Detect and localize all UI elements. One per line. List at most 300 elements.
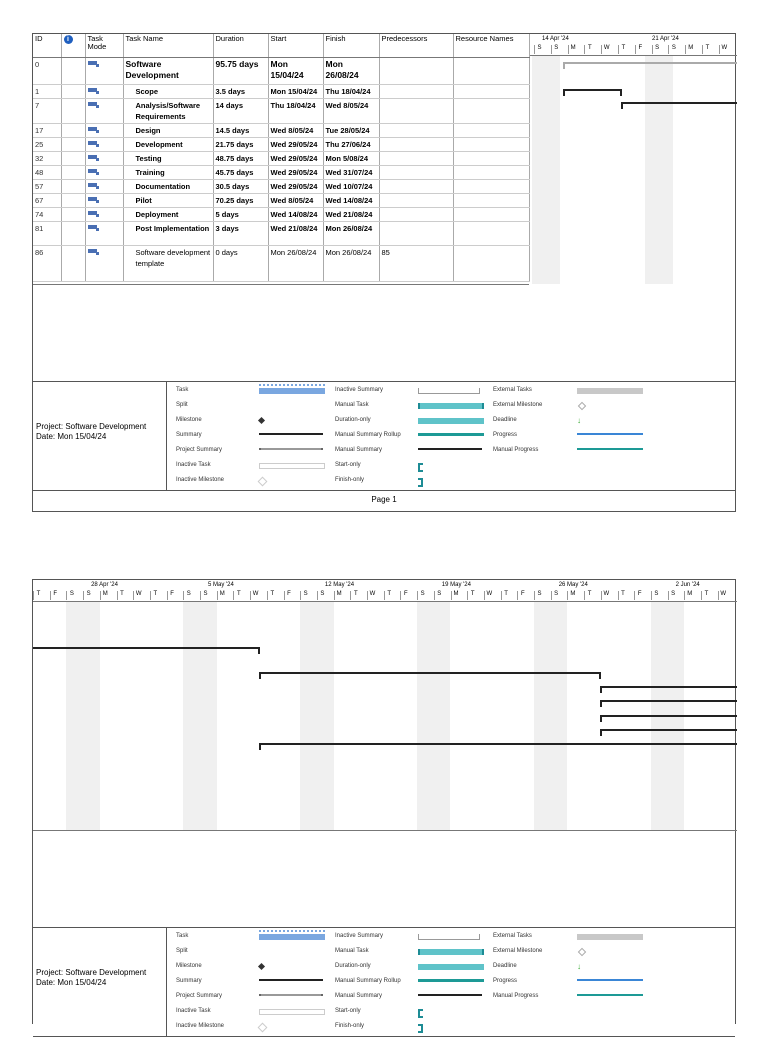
task-duration[interactable]: 21.75 days (213, 138, 268, 152)
split-swatch (259, 930, 325, 932)
timeline-day-label: S (651, 591, 661, 600)
col-header-predecessors[interactable]: Predecessors (379, 34, 453, 58)
col-header-resources[interactable]: Resource Names (453, 34, 529, 58)
task-id: 25 (33, 138, 61, 152)
manual-progress-swatch (577, 448, 643, 450)
legend-label: Manual Summary (335, 447, 383, 453)
start-only-swatch (418, 463, 423, 472)
table-row[interactable] (33, 85, 529, 99)
task-id: 74 (33, 208, 61, 222)
timeline-day-label: S (317, 591, 327, 600)
legend-project-name: Project: Software Development (36, 968, 147, 977)
inactive-milestone-swatch (258, 477, 268, 487)
legend-label: Manual Summary Rollup (335, 978, 401, 984)
timeline-week-label: 14 Apr '24 (542, 36, 569, 42)
task-resources[interactable] (453, 222, 529, 246)
timeline-day-label: S (668, 591, 678, 600)
task-resources[interactable] (453, 208, 529, 222)
task-predecessors[interactable] (379, 85, 453, 99)
inactive-summary-swatch (418, 388, 480, 394)
timeline-day-label: W (601, 45, 611, 54)
task-predecessors[interactable] (379, 194, 453, 208)
timeline-day-label: T (150, 591, 160, 600)
inactive-summary-swatch (418, 934, 480, 940)
timeline-day-label: S (83, 591, 93, 600)
task-finish[interactable]: Wed 10/07/24 (323, 180, 379, 194)
legend-label: Task (176, 933, 189, 939)
legend-label: Inactive Summary (335, 933, 384, 939)
timeline-week-label: 28 Apr '24 (91, 582, 118, 588)
col-header-name[interactable]: Task Name (123, 34, 213, 58)
task-start[interactable]: Wed 8/05/24 (268, 194, 323, 208)
legend-label: Inactive Milestone (176, 477, 225, 483)
task-predecessors[interactable] (379, 166, 453, 180)
task-predecessors[interactable] (379, 124, 453, 138)
task-id: 0 (33, 58, 61, 85)
task-finish[interactable]: Mon 26/08/24 (323, 58, 379, 85)
task-resources[interactable] (453, 85, 529, 99)
deadline-arrow-icon: ↓ (577, 962, 581, 971)
timeline-day-label: W (601, 591, 611, 600)
task-duration[interactable]: 48.75 days (213, 152, 268, 166)
table-row[interactable] (33, 194, 529, 208)
legend-label: Inactive Summary (335, 387, 384, 393)
task-predecessors[interactable] (379, 208, 453, 222)
auto-scheduled-icon (88, 211, 99, 217)
task-duration[interactable]: 14 days (213, 99, 268, 124)
timeline-day-label: T (233, 591, 243, 600)
legend-label: External Milestone (493, 402, 543, 408)
summary-bar-start (600, 715, 602, 722)
legend-label: Progress (493, 432, 518, 438)
summary-bar-testing[interactable] (600, 700, 737, 702)
auto-scheduled-icon (88, 155, 99, 161)
weekend-shade (66, 602, 99, 830)
task-resources[interactable] (453, 246, 529, 282)
split-swatch (259, 384, 325, 386)
summary-bar-development[interactable] (600, 686, 737, 688)
milestone-swatch (258, 417, 265, 424)
timeline-day-label: M (567, 591, 577, 600)
timeline-day-label: T (501, 591, 511, 600)
project-summary-swatch (259, 448, 323, 450)
task-id: 67 (33, 194, 61, 208)
timeline-day-label: M (685, 45, 695, 54)
col-header-indicators[interactable] (61, 34, 85, 58)
table-row[interactable] (33, 208, 529, 222)
timeline-header (33, 580, 737, 602)
task-finish[interactable]: Mon 26/08/24 (323, 246, 379, 282)
task-predecessors[interactable] (379, 180, 453, 194)
timeline-day-label: S (417, 591, 427, 600)
project-summary-bar-start (563, 62, 565, 69)
task-name[interactable]: Testing (123, 152, 213, 166)
timeline-day-label: T (350, 591, 360, 600)
auto-scheduled-icon (88, 102, 99, 108)
task-name[interactable]: Pilot (123, 194, 213, 208)
timeline-day-label: T (117, 591, 127, 600)
summary-bar-start (259, 672, 261, 679)
legend-label: Duration-only (335, 417, 371, 423)
task-id: 17 (33, 124, 61, 138)
timeline-day-label: T (584, 45, 594, 54)
auto-scheduled-icon (88, 169, 99, 175)
weekend-shade (300, 602, 333, 830)
task-resources[interactable] (453, 166, 529, 180)
inactive-task-swatch (259, 1009, 325, 1015)
task-id: 48 (33, 166, 61, 180)
finish-only-swatch (418, 478, 423, 487)
deadline-arrow-icon: ↓ (577, 416, 581, 425)
task-finish[interactable]: Tue 28/05/24 (323, 124, 379, 138)
legend-label: Summary (176, 432, 202, 438)
legend (33, 381, 735, 491)
col-header-mode[interactable]: Task Mode (85, 34, 123, 58)
timeline-day-label: S (183, 591, 193, 600)
task-resources[interactable] (453, 58, 529, 85)
legend-label: Progress (493, 978, 518, 984)
table-header-row (33, 34, 529, 58)
task-finish[interactable]: Thu 27/06/24 (323, 138, 379, 152)
external-tasks-swatch (577, 934, 643, 940)
summary-bar-start (600, 729, 602, 736)
task-name[interactable]: Scope (123, 85, 213, 99)
start-only-swatch (418, 1009, 423, 1018)
table-row[interactable] (33, 138, 529, 152)
task-start[interactable]: Wed 29/05/24 (268, 180, 323, 194)
legend-label: Finish-only (335, 477, 365, 483)
task-predecessors[interactable] (379, 222, 453, 246)
summary-bar-documentation[interactable] (600, 729, 737, 731)
timeline-day-label: F (634, 591, 644, 600)
timeline-day-label: M (684, 591, 694, 600)
legend-label: External Milestone (493, 948, 543, 954)
auto-scheduled-icon (88, 61, 99, 67)
legend-label: Inactive Task (176, 462, 211, 468)
timeline-day-label: S (200, 591, 210, 600)
timeline-week-label: 21 Apr '24 (652, 36, 679, 42)
summary-bar-end (620, 89, 622, 96)
summary-bar-scope[interactable] (563, 89, 622, 91)
timeline-day-label: F (635, 45, 645, 54)
legend-divider (166, 382, 167, 490)
timeline-bottom-border (33, 830, 737, 831)
task-table (33, 34, 530, 282)
task-id: 7 (33, 99, 61, 124)
manual-summary-rollup-swatch (418, 979, 484, 982)
table-row[interactable] (33, 222, 529, 246)
timeline-day-label: T (467, 591, 477, 600)
summary-bar-pilot[interactable] (259, 743, 737, 745)
progress-swatch (577, 979, 643, 981)
legend-project-date: Date: Mon 15/04/24 (36, 978, 107, 987)
legend-label: Deadline (493, 417, 517, 423)
summary-bar-design[interactable] (259, 672, 601, 674)
weekend-shade (645, 56, 673, 284)
task-name[interactable]: Software Development (123, 58, 213, 85)
task-finish[interactable]: Mon 5/08/24 (323, 152, 379, 166)
task-name[interactable]: Training (123, 166, 213, 180)
manual-task-swatch (418, 949, 484, 955)
task-duration[interactable]: 3.5 days (213, 85, 268, 99)
legend-label: Milestone (176, 417, 202, 423)
timeline-day-label: T (267, 591, 277, 600)
timeline-day-label: S (551, 45, 561, 54)
timeline-day-label: W (367, 591, 377, 600)
task-duration[interactable]: 14.5 days (213, 124, 268, 138)
timeline-day-label: T (584, 591, 594, 600)
legend-label: Manual Progress (493, 447, 539, 453)
task-start[interactable]: Mon 15/04/24 (268, 85, 323, 99)
summary-bar-start (563, 89, 565, 96)
legend-project-name: Project: Software Development (36, 422, 147, 431)
task-finish[interactable]: Thu 18/04/24 (323, 85, 379, 99)
table-row[interactable] (33, 246, 529, 282)
task-start[interactable]: Wed 29/05/24 (268, 138, 323, 152)
task-predecessors[interactable] (379, 58, 453, 85)
timeline-day-label: S (551, 591, 561, 600)
timeline-day-label: M (334, 591, 344, 600)
timeline-week-label: 12 May '24 (324, 582, 355, 588)
task-id: 57 (33, 180, 61, 194)
timeline-day-label: S (300, 591, 310, 600)
table-row[interactable] (33, 124, 529, 138)
legend-label: Manual Summary Rollup (335, 432, 401, 438)
legend-label: Manual Task (335, 402, 369, 408)
task-resources[interactable] (453, 138, 529, 152)
timeline-week-label: 26 May '24 (558, 582, 588, 588)
summary-bar-end (258, 647, 260, 654)
task-resources[interactable] (453, 99, 529, 124)
project-summary-swatch (259, 994, 323, 996)
legend-divider (166, 928, 167, 1036)
col-header-id[interactable]: ID (33, 34, 61, 58)
weekend-shade (183, 602, 216, 830)
timeline-header (530, 34, 737, 56)
task-name[interactable]: Design (123, 124, 213, 138)
gantt-page-1 (32, 33, 736, 512)
timeline-day-label: M (100, 591, 110, 600)
summary-swatch (259, 979, 323, 981)
project-summary-bar[interactable] (563, 62, 737, 64)
summary-bar-analysis[interactable] (33, 647, 259, 649)
legend-label: Start-only (335, 462, 361, 468)
task-duration[interactable]: 30.5 days (213, 180, 268, 194)
timeline-week-label: 19 May '24 (441, 582, 471, 588)
timeline-day-label: M (568, 45, 578, 54)
task-predecessors[interactable] (379, 138, 453, 152)
legend-label: Manual Task (335, 948, 369, 954)
col-header-start[interactable]: Start (268, 34, 323, 58)
legend-label: Split (176, 948, 188, 954)
task-resources[interactable] (453, 180, 529, 194)
manual-summary-swatch (418, 448, 482, 450)
timeline-day-label: T (701, 591, 711, 600)
timeline-day-label: W (484, 591, 494, 600)
summary-bar-analysis[interactable] (621, 102, 737, 104)
timeline-day-label: F (400, 591, 410, 600)
auto-scheduled-icon (88, 225, 99, 231)
task-start[interactable]: Thu 18/04/24 (268, 99, 323, 124)
manual-summary-rollup-swatch (418, 433, 484, 436)
task-name[interactable]: Documentation (123, 180, 213, 194)
timeline-day-label: F (517, 591, 527, 600)
external-milestone-swatch (578, 402, 586, 410)
task-swatch (259, 934, 325, 940)
table-row[interactable] (33, 180, 529, 194)
legend-label: Inactive Milestone (176, 1023, 225, 1029)
task-swatch (259, 388, 325, 394)
task-start[interactable]: Wed 29/05/24 (268, 166, 323, 180)
auto-scheduled-icon (88, 127, 99, 133)
task-name[interactable]: Development (123, 138, 213, 152)
task-name[interactable]: Deployment (123, 208, 213, 222)
timeline-day-label: F (50, 591, 60, 600)
legend-project-info (36, 422, 146, 442)
task-name[interactable]: Analysis/Software Requirements (123, 99, 213, 124)
weekend-shade (417, 602, 450, 830)
milestone-swatch (258, 963, 265, 970)
summary-bar-end (599, 672, 601, 679)
legend-project-date: Date: Mon 15/04/24 (36, 432, 107, 441)
summary-bar-start (600, 700, 602, 707)
task-duration[interactable]: 0 days (213, 246, 268, 282)
task-id: 32 (33, 152, 61, 166)
info-icon: i (64, 35, 73, 44)
legend-label: Duration-only (335, 963, 371, 969)
legend-label: Milestone (176, 963, 202, 969)
inactive-milestone-swatch (258, 1023, 268, 1033)
task-finish[interactable]: Mon 26/08/24 (323, 222, 379, 246)
timeline-day-label: S (66, 591, 76, 600)
legend-label: Task (176, 387, 189, 393)
task-duration[interactable]: 45.75 days (213, 166, 268, 180)
task-resources[interactable] (453, 194, 529, 208)
task-predecessors[interactable] (379, 152, 453, 166)
legend-label: Finish-only (335, 1023, 365, 1029)
finish-only-swatch (418, 1024, 423, 1033)
timeline-day-label: S (534, 591, 544, 600)
inactive-task-swatch (259, 463, 325, 469)
task-finish[interactable]: Wed 31/07/24 (323, 166, 379, 180)
table-row[interactable] (33, 99, 529, 124)
task-start[interactable]: Wed 21/08/24 (268, 222, 323, 246)
legend-project-info (36, 968, 146, 988)
timeline-day-label: T (384, 591, 394, 600)
auto-scheduled-icon (88, 183, 99, 189)
task-id: 86 (33, 246, 61, 282)
task-start[interactable]: Mon 15/04/24 (268, 58, 323, 85)
page-number: Page 1 (371, 495, 397, 504)
task-finish[interactable]: Wed 8/05/24 (323, 99, 379, 124)
timeline-day-label: F (284, 591, 294, 600)
task-start[interactable]: Mon 26/08/24 (268, 246, 323, 282)
legend (33, 927, 735, 1037)
legend-label: Manual Progress (493, 993, 539, 999)
summary-bar-start (600, 686, 602, 693)
gantt-page-2 (32, 579, 736, 1029)
task-start[interactable]: Wed 14/08/24 (268, 208, 323, 222)
table-row[interactable] (33, 58, 529, 85)
legend-label: Split (176, 402, 188, 408)
col-header-duration[interactable]: Duration (213, 34, 268, 58)
timeline-day-label: S (652, 45, 662, 54)
timeline-day-label: F (167, 591, 177, 600)
weekend-shade (534, 602, 567, 830)
task-start[interactable]: Wed 29/05/24 (268, 152, 323, 166)
task-finish[interactable]: Wed 14/08/24 (323, 194, 379, 208)
task-resources[interactable] (453, 152, 529, 166)
table-row[interactable] (33, 166, 529, 180)
task-duration[interactable]: 70.25 days (213, 194, 268, 208)
timeline-day-label: T (702, 45, 712, 54)
manual-task-swatch (418, 403, 484, 409)
duration-only-swatch (418, 418, 484, 424)
external-tasks-swatch (577, 388, 643, 394)
task-id: 1 (33, 85, 61, 99)
task-start[interactable]: Wed 8/05/24 (268, 124, 323, 138)
timeline-day-label: M (451, 591, 461, 600)
task-predecessors[interactable]: 85 (379, 246, 453, 282)
timeline-day-label: T (33, 591, 43, 600)
legend-label: Summary (176, 978, 202, 984)
task-name[interactable]: Post Implementation (123, 222, 213, 246)
timeline-day-label: W (133, 591, 143, 600)
summary-swatch (259, 433, 323, 435)
table-bottom-border (33, 284, 529, 285)
task-duration[interactable]: 3 days (213, 222, 268, 246)
legend-label: External Tasks (493, 933, 532, 939)
timeline-day-label: S (534, 45, 544, 54)
task-duration[interactable]: 95.75 days (213, 58, 268, 85)
timeline-day-label: M (217, 591, 227, 600)
col-header-finish[interactable]: Finish (323, 34, 379, 58)
task-resources[interactable] (453, 124, 529, 138)
timeline-week-label: 5 May '24 (208, 582, 234, 588)
legend-label: External Tasks (493, 387, 532, 393)
timeline-week-label: 2 Jun '24 (675, 582, 700, 588)
task-duration[interactable]: 5 days (213, 208, 268, 222)
legend-label: Manual Summary (335, 993, 383, 999)
task-finish[interactable]: Wed 21/08/24 (323, 208, 379, 222)
manual-progress-swatch (577, 994, 643, 996)
timeline-day-label: T (618, 591, 628, 600)
task-id: 81 (33, 222, 61, 246)
timeline-day-label: T (618, 45, 628, 54)
table-row[interactable] (33, 152, 529, 166)
legend-label: Project Summary (176, 447, 223, 453)
timeline-day-label: W (250, 591, 260, 600)
external-milestone-swatch (578, 948, 586, 956)
progress-swatch (577, 433, 643, 435)
auto-scheduled-icon (88, 141, 99, 147)
legend-label: Inactive Task (176, 1008, 211, 1014)
duration-only-swatch (418, 964, 484, 970)
auto-scheduled-icon (88, 197, 99, 203)
auto-scheduled-icon (88, 88, 99, 94)
weekend-shade (532, 56, 560, 284)
task-predecessors[interactable] (379, 99, 453, 124)
summary-bar-start (621, 102, 623, 109)
legend-label: Deadline (493, 963, 517, 969)
summary-bar-training[interactable] (600, 715, 737, 717)
task-name[interactable]: Software development template (123, 246, 213, 282)
legend-label: Project Summary (176, 993, 223, 999)
auto-scheduled-icon (88, 249, 99, 255)
summary-bar-start (259, 743, 261, 750)
manual-summary-swatch (418, 994, 482, 996)
timeline-day-label: S (668, 45, 678, 54)
